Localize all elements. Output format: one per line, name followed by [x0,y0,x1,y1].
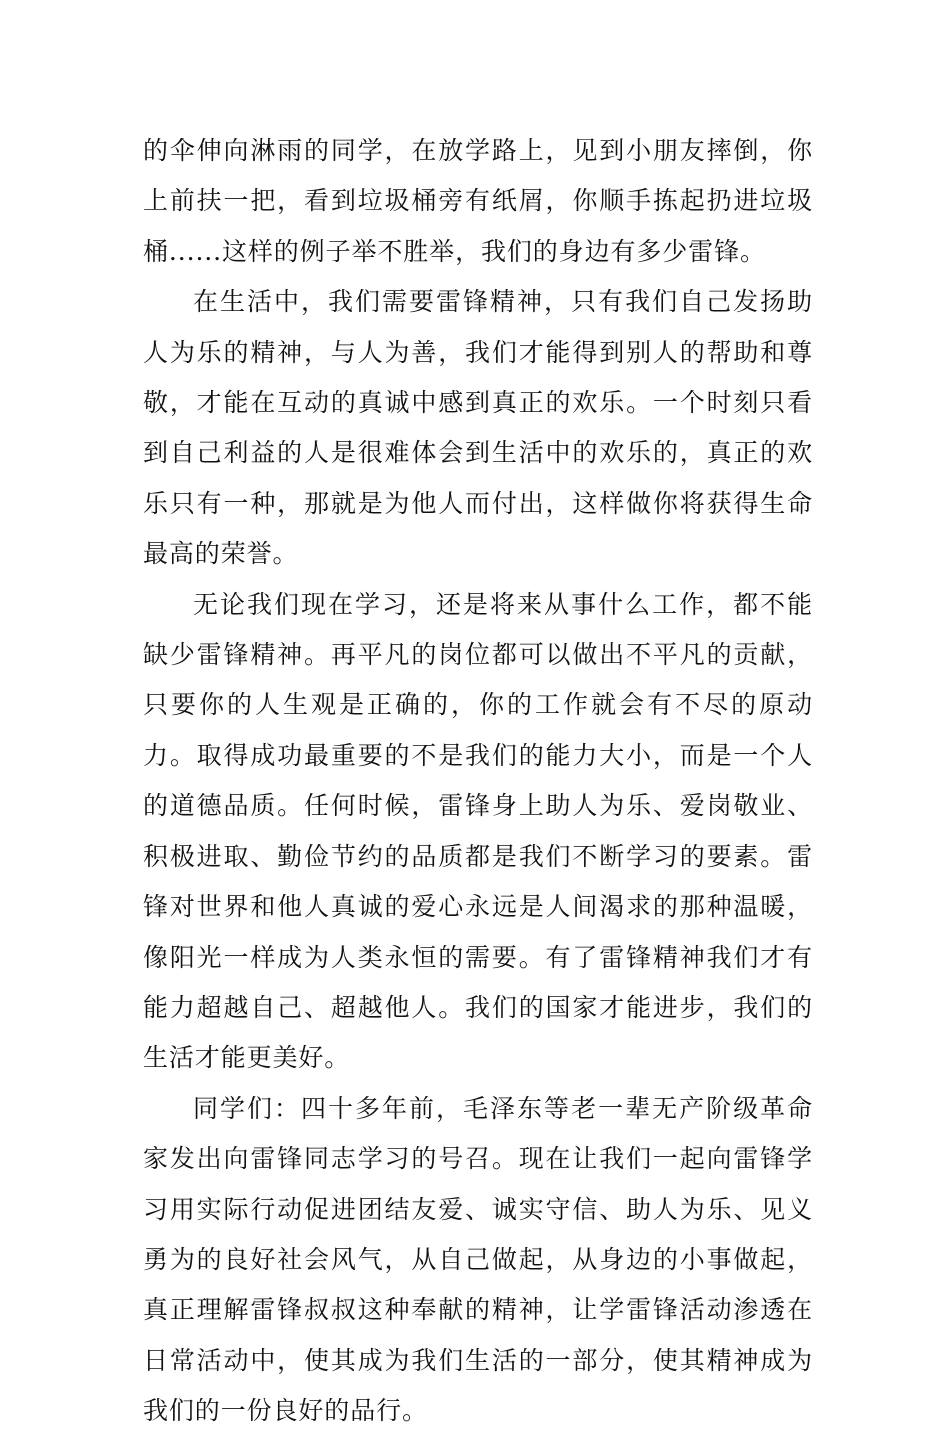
paragraph-call-to-classmates: 同学们：四十多年前，毛泽东等老一辈无产阶级革命家发出向雷锋同志学习的号召。现在让我们一起向雷锋学习用实际行动促进团结友爱、诚实守信、助人为乐、见义勇为的良好社会风气，从自己做起，从身边的小事做起，真正理解雷锋叔叔这种奉献的精神，让学雷锋活动渗透在日常活动中，使其成为我们生活的一部分，使其精神成为我们的一份良好的品行。 [143,1093,813,1426]
document-body [143,126,813,1437]
paragraph-work-needs-leifeng: 无论我们现在学习，还是将来从事什么工作，都不能缺少雷锋精神。再平凡的岗位都可以做出不平凡的贡献，只要你的人生观是正确的，你的工作就会有不尽的原动力。取得成功最重要的不是我们的能力大小，而是一个人的道德品质。任何时候，雷锋身上助人为乐、爱岗敬业、积极进取、勤俭节约的品质都是我们不断学习的要素。雷锋对世界和他人真诚的爱心永远是人间渴求的那种温暖，像阳光一样成为人类永恒的需要。有了雷锋精神我们才有能力超越自己、超越他人。我们的国家才能进步，我们的生活才能更美好。 [143,589,813,1073]
paragraph-life-needs-leifeng: 在生活中，我们需要雷锋精神，只有我们自己发扬助人为乐的精神，与人为善，我们才能得到别人的帮助和尊敬，才能在互动的真诚中感到真正的欢乐。一个时刻只看到自己利益的人是很难体会到生活中的欢乐的，真正的欢乐只有一种，那就是为他人而付出，这样做你将获得生命最高的荣誉。 [143,287,813,569]
paragraph-continued: 的伞伸向淋雨的同学，在放学路上，见到小朋友摔倒，你上前扶一把，看到垃圾桶旁有纸屑，你顺手拣起扔进垃圾桶......这样的例子举不胜举，我们的身边有多少雷锋。 [143,136,813,266]
